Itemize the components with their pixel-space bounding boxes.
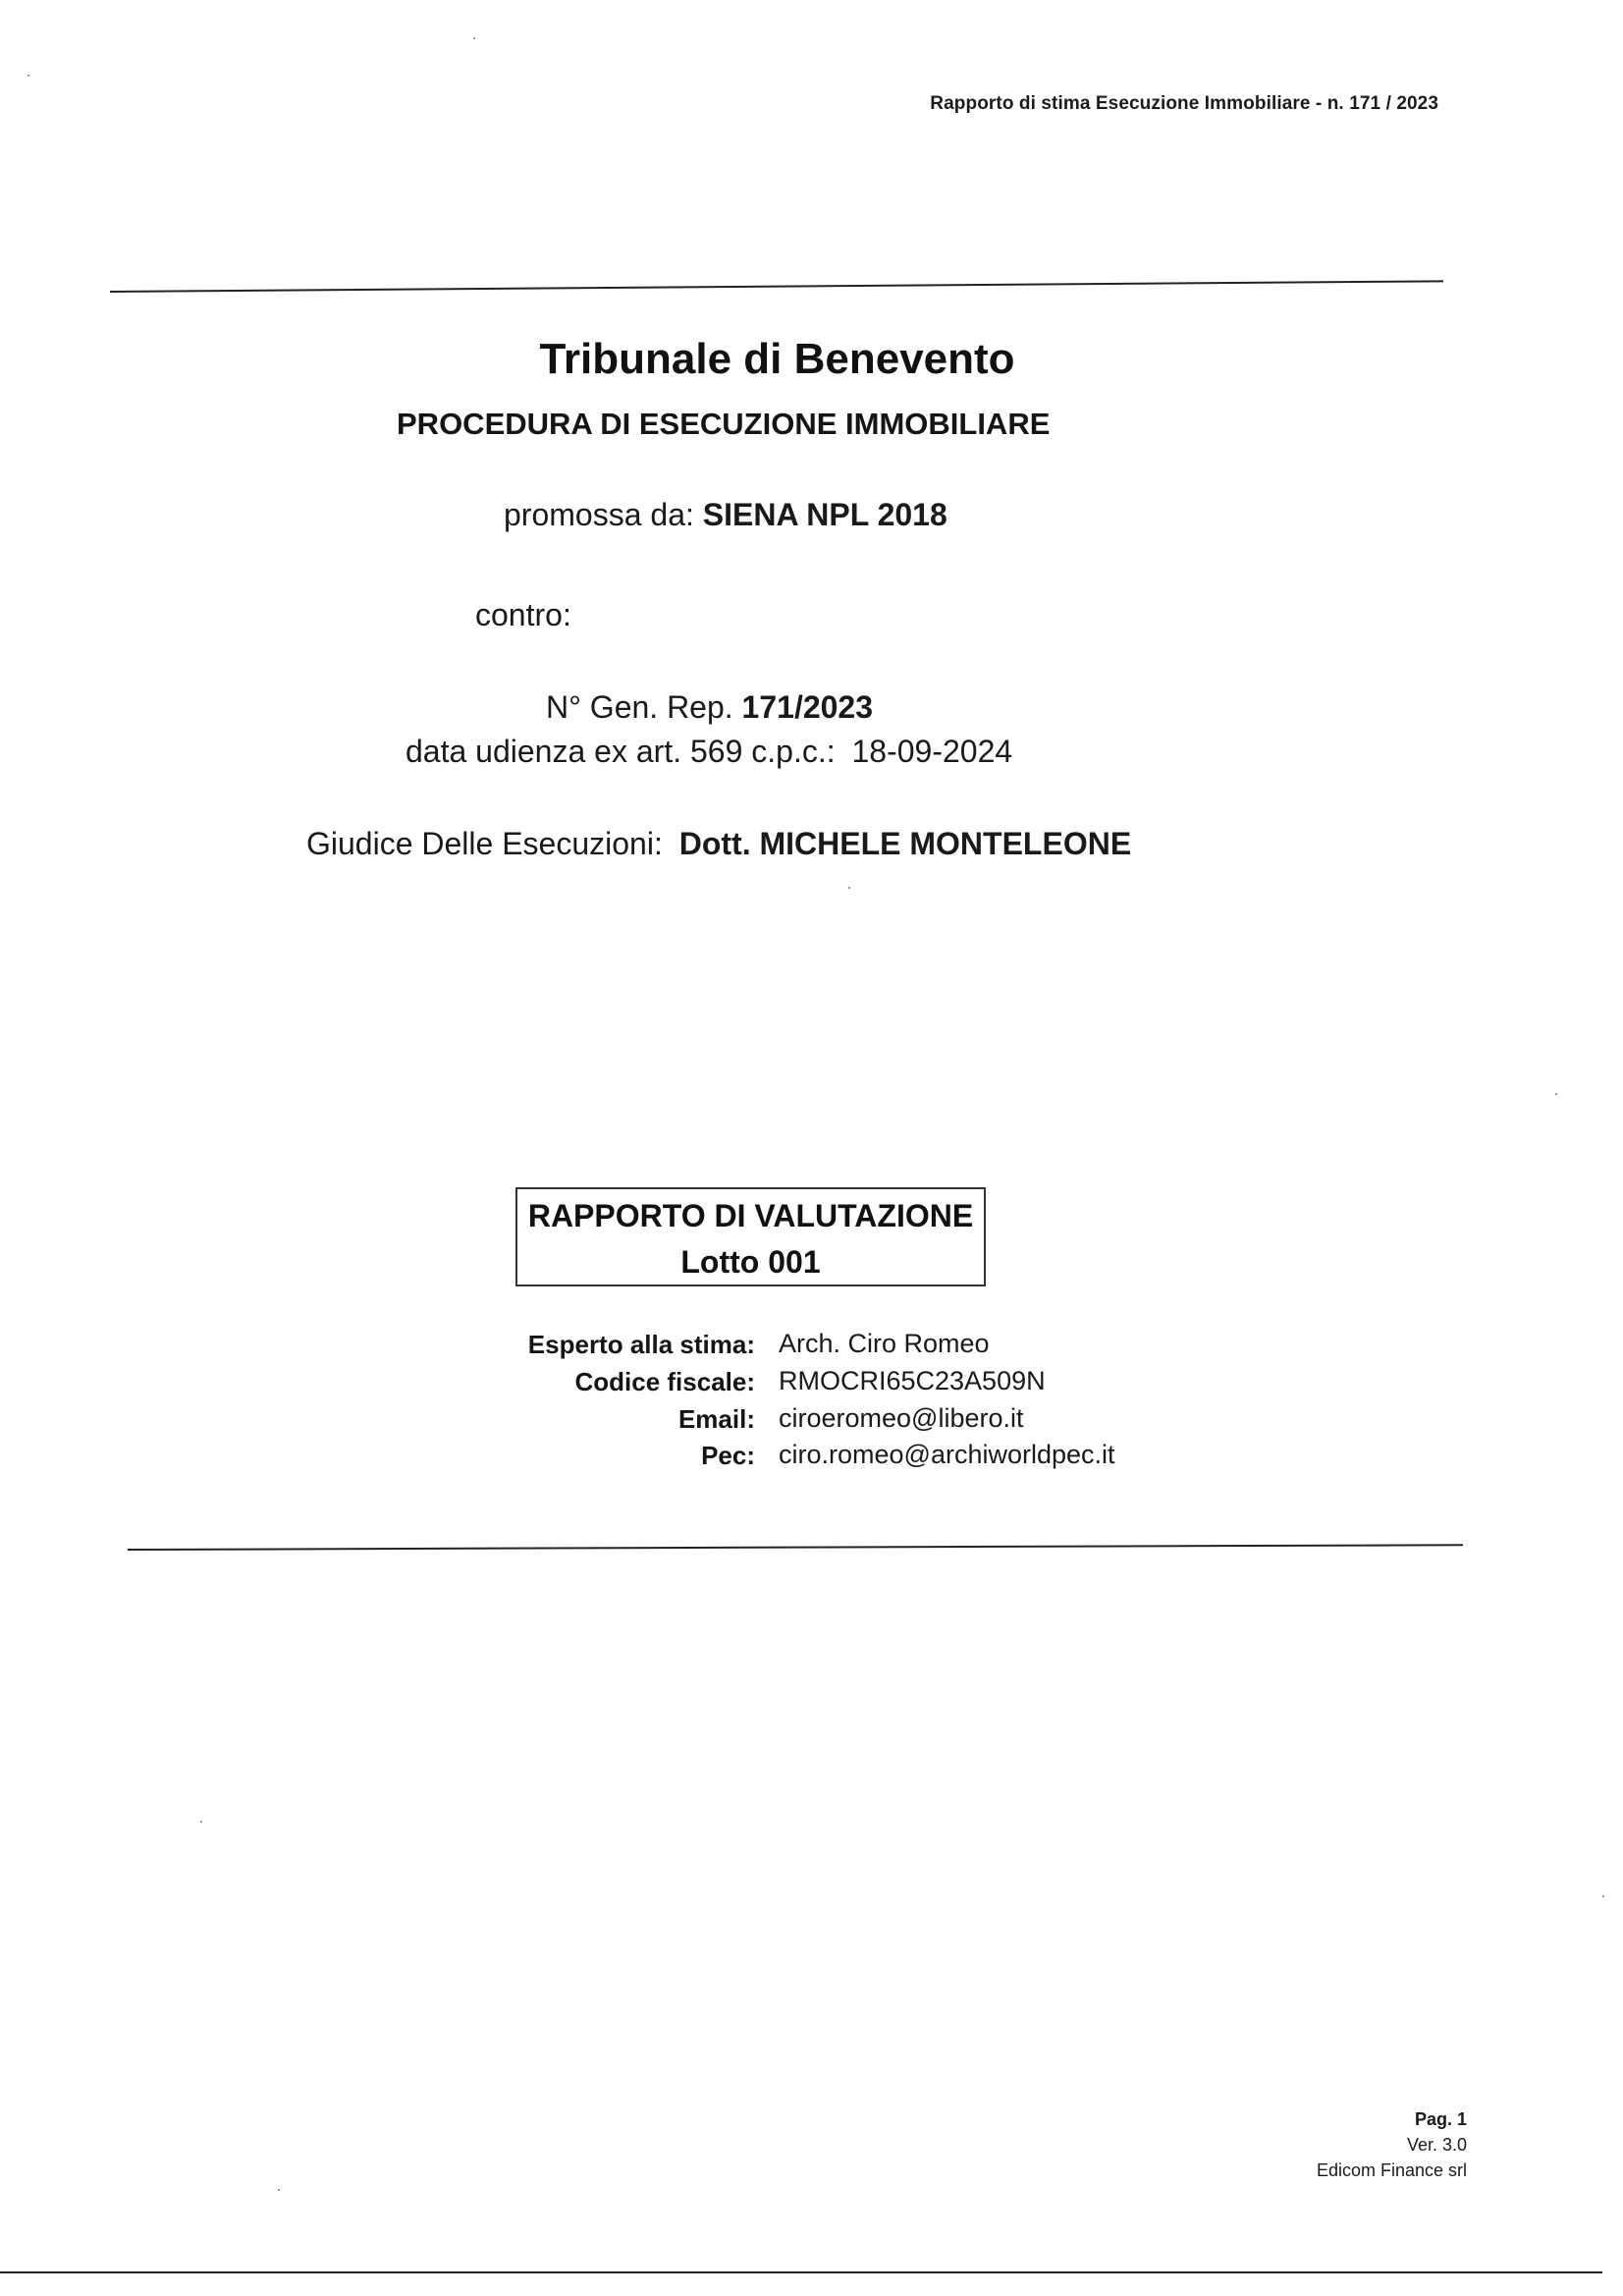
middle-divider (128, 1544, 1463, 1551)
pec-value: ciro.romeo@archiworldpec.it (779, 1440, 1115, 1469)
footer-page (1159, 2109, 1467, 2130)
general-register-label: N° Gen. Rep. (546, 689, 733, 725)
tax-code-label: Codice fiscale: (574, 1367, 755, 1396)
scan-speck (27, 75, 29, 77)
scan-speck (200, 1821, 202, 1823)
footer-version: Ver. 3.0 (1406, 2135, 1467, 2155)
promoted-by-line (504, 497, 947, 533)
scan-speck (278, 2189, 280, 2191)
general-register-line (546, 689, 873, 726)
promoted-by-value: SIENA NPL 2018 (702, 497, 947, 532)
court-title: Tribunale di Benevento (539, 335, 1015, 383)
pec-label: Pec: (701, 1441, 755, 1470)
judge-value: Dott. MICHELE MONTELEONE (678, 826, 1132, 861)
against-label: contro: (475, 597, 571, 632)
scan-speck (848, 887, 850, 889)
footer-company: Edicom Finance srl (1316, 2160, 1467, 2180)
scan-speck (473, 37, 475, 39)
judge-line (306, 826, 1131, 862)
valuation-report-title: RAPPORTO DI VALUTAZIONE (527, 1198, 974, 1233)
scan-speck (1555, 1093, 1557, 1095)
email-label: Email: (677, 1404, 755, 1434)
email-value: ciroeromeo@libero.it (779, 1403, 1024, 1433)
scan-speck (1602, 1895, 1604, 1897)
promoted-by-label: promossa da: (504, 497, 694, 532)
page-number: Pag. 1 (1414, 2109, 1467, 2129)
procedure-title: PROCEDURA DI ESECUZIONE IMMOBILIARE (397, 407, 1051, 441)
valuation-report-box (515, 1187, 986, 1286)
header-reference: Rapporto di stima Esecuzione Immobiliare - n. 171 / 2023 (930, 93, 1438, 114)
against-line (475, 597, 571, 633)
lot-number: Lotto 001 (680, 1244, 821, 1280)
judge-label: Giudice Delle Esecuzioni: (306, 826, 663, 861)
general-register-value: 171/2023 (741, 689, 874, 725)
hearing-date-line (406, 734, 1012, 770)
top-divider (110, 280, 1443, 293)
expert-value: Arch. Ciro Romeo (779, 1329, 990, 1358)
bottom-divider (0, 2271, 1602, 2273)
hearing-date-value: 18-09-2024 (851, 734, 1013, 769)
tax-code-value: RMOCRI65C23A509N (779, 1366, 1046, 1395)
hearing-date-label: data udienza ex art. 569 c.p.c.: (406, 734, 836, 769)
expert-label: Esperto alla stima: (527, 1330, 755, 1359)
